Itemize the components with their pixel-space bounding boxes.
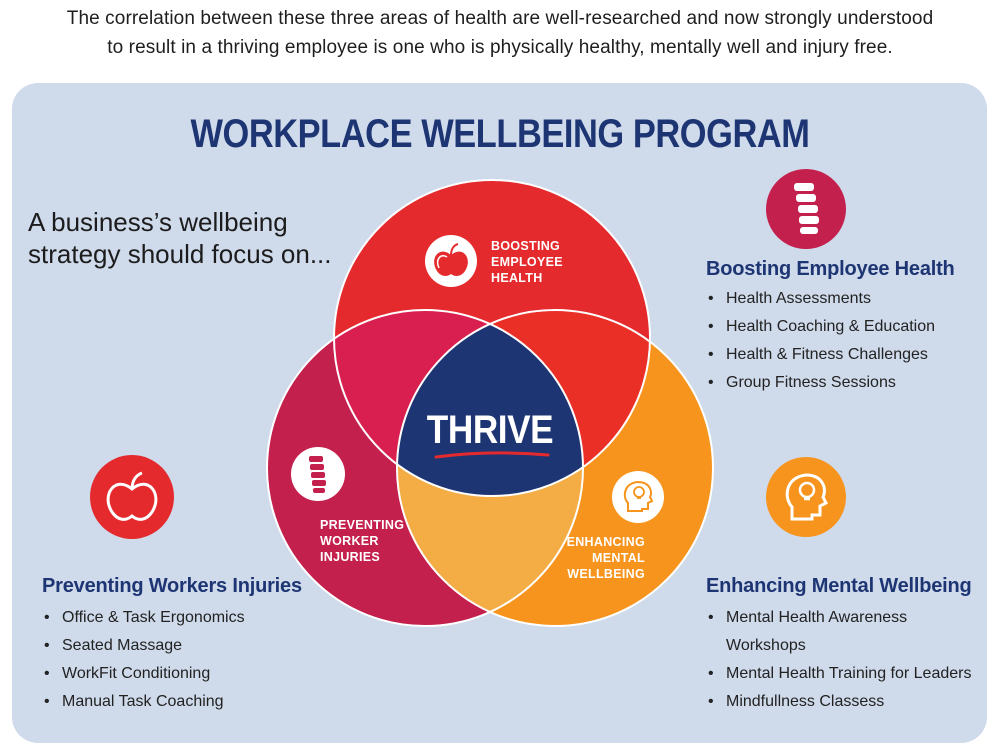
- venn-left-label-3: INJURIES: [320, 550, 381, 564]
- list-item: • Manual Task Coaching: [42, 688, 245, 716]
- focus-line-1: A business’s wellbeing: [28, 207, 288, 237]
- venn-center-label: THRIVE: [426, 406, 554, 452]
- apple-icon: [425, 235, 477, 287]
- intro-line-2: to result in a thriving employee is one who is physically healthy, mentally well and injury free.: [107, 37, 893, 58]
- venn-left-label-2: WORKER: [320, 534, 379, 548]
- venn-top-label-1: BOOSTING: [491, 239, 561, 253]
- list-item: • Health & Fitness Challenges: [706, 341, 935, 369]
- head-lightbulb-icon: [766, 457, 846, 537]
- injuries-list: [42, 604, 245, 716]
- spine-icon: [291, 447, 345, 501]
- apple-icon: [90, 455, 174, 539]
- venn-top-label-2: EMPLOYEE: [491, 255, 563, 269]
- health-section-title: Boosting Employee Health: [706, 258, 955, 280]
- spine-icon: [766, 169, 846, 249]
- list-item: • Health Assessments: [706, 285, 935, 313]
- list-item: • Health Coaching & Education: [706, 313, 935, 341]
- venn-left-label-1: PREVENTING: [320, 518, 405, 532]
- mental-list: [706, 604, 971, 716]
- list-item: • Group Fitness Sessions: [706, 369, 935, 397]
- list-item: • Mental Health Training for Leaders: [706, 660, 971, 688]
- list-item: • Seated Massage: [42, 632, 245, 660]
- head-lightbulb-icon: [612, 471, 664, 523]
- page-title: WORKPLACE WELLBEING PROGRAM: [190, 112, 810, 156]
- health-list: [706, 285, 935, 397]
- list-item: • Mental Health Awareness: [706, 604, 971, 632]
- venn-right-label-1: ENHANCING: [566, 535, 645, 549]
- venn-right-label-2: MENTAL: [592, 551, 645, 565]
- list-item: • Office & Task Ergonomics: [42, 604, 245, 632]
- list-item: • Mindfullness Classess: [706, 688, 971, 716]
- venn-right-label-3: WELLBEING: [567, 567, 645, 581]
- focus-line-2: strategy should focus on...: [28, 239, 332, 269]
- mental-section-title: Enhancing Mental Wellbeing: [706, 575, 972, 597]
- venn-top-label-3: HEALTH: [491, 271, 543, 285]
- list-item: • WorkFit Conditioning: [42, 660, 245, 688]
- intro-line-1: The correlation between these three areas of health are well-researched and now strongly understood: [66, 8, 934, 29]
- injuries-section-title: Preventing Workers Injuries: [42, 575, 302, 597]
- list-item-continuation: Workshops: [726, 637, 806, 654]
